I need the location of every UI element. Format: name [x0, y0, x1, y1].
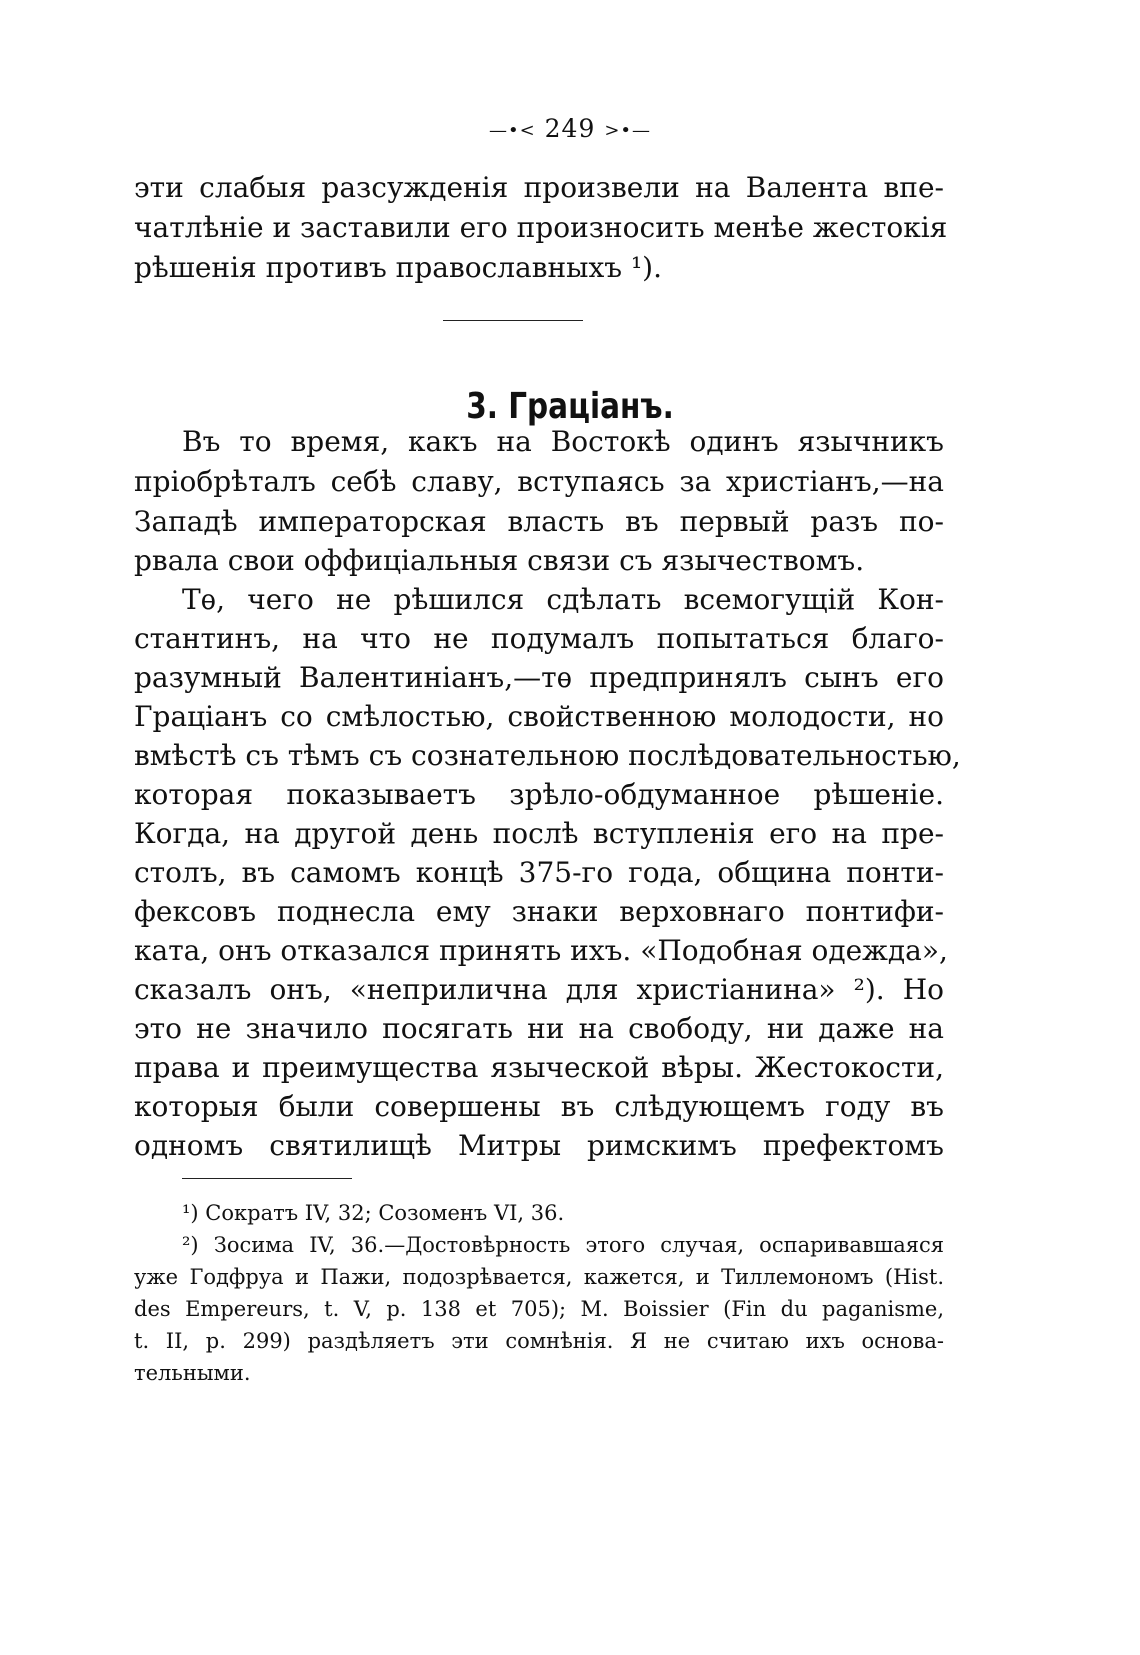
header-ornament-right: >•— — [604, 120, 652, 141]
footnote-2-line: тельными. — [134, 1361, 251, 1385]
section-title: 3. Граціанъ. — [466, 386, 674, 427]
page-number: 249 — [544, 114, 596, 143]
paragraph1-line: Западѣ императорская власть въ первый разъ по- — [134, 505, 944, 538]
footnote-divider — [182, 1178, 352, 1179]
paragraph2-line: разумный Валентиніанъ,—тѳ предпринялъ сынъ его — [134, 661, 944, 694]
footnote-1: ¹) Сократъ IV, 32; Созоменъ VI, 36. — [182, 1201, 565, 1225]
header-ornament-left: —•< — [488, 120, 536, 141]
footnote-2-line: уже Годфруа и Пажи, подозрѣвается, кажется, и Тиллемономъ (Hist. — [134, 1265, 944, 1289]
intro-line: рѣшенія противъ православныхъ ¹). — [134, 251, 662, 284]
footnote-2-line: t. II, p. 299) раздѣляетъ эти сомнѣнія. Я не считаю ихъ основа- — [134, 1329, 944, 1353]
paragraph2-line: которая показываетъ зрѣло-обдуманное рѣшеніе. — [134, 778, 944, 811]
paragraph2-line: Тѳ, чего не рѣшился сдѣлать всемогущій Кон- — [182, 583, 944, 616]
paragraph2-line: фексовъ поднесла ему знаки верховнаго понтифи- — [134, 895, 944, 928]
paragraph2-line: это не значило посягать ни на свободу, ни даже на — [134, 1012, 944, 1045]
paragraph2-line: вмѣстѣ съ тѣмъ съ сознательною послѣдовательностью, — [134, 739, 961, 772]
paragraph2-line: права и преимущества языческой вѣры. Жестокости, — [134, 1051, 944, 1084]
paragraph2-line: которыя были совершены въ слѣдующемъ году въ — [134, 1090, 944, 1123]
intro-line: эти слабыя разсужденія произвели на Валента впе- — [134, 171, 944, 204]
paragraph2-line: Когда, на другой день послѣ вступленія его на пре- — [134, 817, 944, 850]
paragraph2-line: Граціанъ со смѣлостью, свойственною молодости, но — [134, 700, 944, 733]
intro-line: чатлѣніе и заставили его произносить менѣе жестокія — [134, 211, 948, 244]
footnote-2-line: des Empereurs, t. V, p. 138 et 705); M. Boissier (Fin du paganisme, — [134, 1297, 944, 1321]
paragraph2-line: стантинъ, на что не подумалъ попытаться благо- — [134, 622, 944, 655]
section-divider — [443, 320, 583, 321]
paragraph1-line: Въ то время, какъ на Востокѣ одинъ язычникъ — [182, 425, 944, 458]
page-header — [0, 114, 1140, 143]
footnote-2-line: ²) Зосима IV, 36.—Достовѣрность этого случая, оспаривавшаяся — [182, 1233, 944, 1257]
paragraph2-line: одномъ святилищѣ Митры римскимъ префектомъ — [134, 1129, 944, 1162]
paragraph1-line: рвала свои оффиціальныя связи съ язычествомъ. — [134, 544, 865, 577]
paragraph2-line: ката, онъ отказался принять ихъ. «Подобная одежда», — [134, 934, 948, 967]
paragraph1-line: пріобрѣталъ себѣ славу, вступаясь за христіанъ,—на — [134, 465, 944, 498]
paragraph2-line: столъ, въ самомъ концѣ 375-го года, община понти- — [134, 856, 944, 889]
paragraph2-line: сказалъ онъ, «неприлична для христіанина» ²). Но — [134, 973, 944, 1006]
